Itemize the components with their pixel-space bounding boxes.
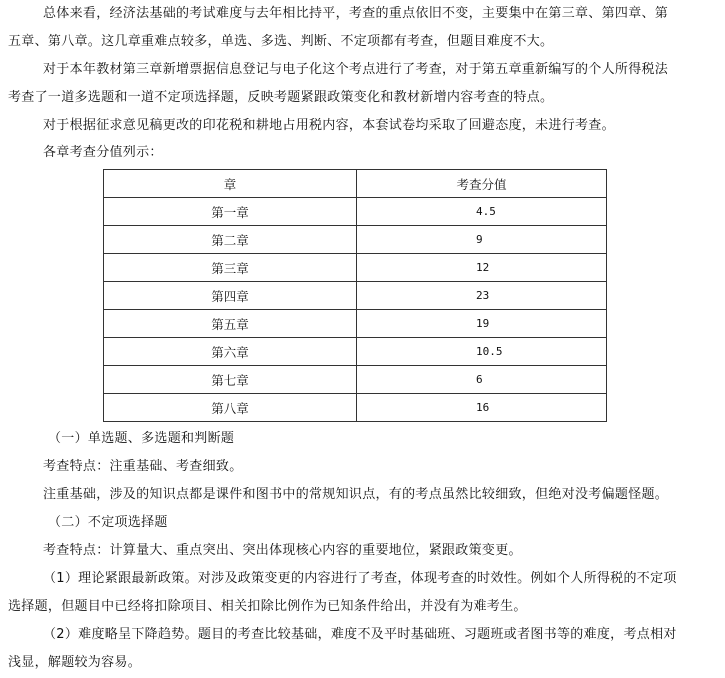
table-header-row — [104, 170, 607, 198]
score-cell: 9 — [357, 226, 607, 254]
table-row — [104, 310, 607, 338]
section2-item2-line-1: （2）难度略呈下降趋势。题目的考查比较基础，难度不及平时基础班、习题班或者图书等的难度，考点相对 — [43, 627, 677, 642]
score-list-intro: 各章考查分值列示： — [43, 145, 163, 160]
section-heading-choice-questions: （一）单选题、多选题和判断题 — [48, 431, 235, 446]
avoidance-paragraph: 对于根据征求意见稿更改的印花税和耕地占用税内容，本套试卷均采取了回避态度，未进行考查。 — [43, 118, 615, 133]
chapter-cell: 第二章 — [104, 226, 357, 254]
score-cell: 4.5 — [357, 198, 607, 226]
chapter-cell: 第四章 — [104, 282, 357, 310]
chapter-score-table — [103, 169, 607, 422]
section1-feature: 考查特点：注重基础、考查细致。 — [43, 459, 243, 474]
table-row — [104, 366, 607, 394]
section2-item2-line-2: 浅显，解题较为容易。 — [8, 655, 142, 670]
chapter-cell: 第六章 — [104, 338, 357, 366]
table-row — [104, 338, 607, 366]
column-header-score: 考查分值 — [357, 170, 607, 198]
score-cell: 16 — [357, 394, 607, 422]
score-cell: 19 — [357, 310, 607, 338]
section2-item1-line-1: （1）理论紧跟最新政策。对涉及政策变更的内容进行了考查，体现考查的时效性。例如个人所得税的不定项 — [43, 571, 677, 586]
chapter-cell: 第八章 — [104, 394, 357, 422]
score-cell: 23 — [357, 282, 607, 310]
table-row — [104, 254, 607, 282]
summary-paragraph-line-1: 总体来看，经济法基础的考试难度与去年相比持平，考查的重点依旧不变，主要集中在第三章、第四章、第 — [43, 6, 669, 21]
table-row — [104, 198, 607, 226]
section2-item1-line-2: 选择题，但题目中已经将扣除项目、相关扣除比例作为已知条件给出，并没有为难考生。 — [8, 599, 527, 614]
chapter-cell: 第五章 — [104, 310, 357, 338]
table-row — [104, 226, 607, 254]
section1-body: 注重基础，涉及的知识点都是课件和图书中的常规知识点，有的考点虽然比较细致，但绝对没考偏题怪题。 — [43, 487, 669, 502]
column-header-chapter: 章 — [104, 170, 357, 198]
chapter-cell: 第一章 — [104, 198, 357, 226]
new-content-paragraph-line-2: 考查了一道多选题和一道不定项选择题，反映考题紧跟政策变化和教材新增内容考查的特点。 — [8, 90, 554, 105]
new-content-paragraph-line-1: 对于本年教材第三章新增票据信息登记与电子化这个考点进行了考查，对于第五章重新编写的个人所得税法 — [43, 62, 669, 77]
chapter-cell: 第三章 — [104, 254, 357, 282]
section-heading-indefinite-choice: （二）不定项选择题 — [48, 515, 168, 530]
summary-paragraph-line-2: 五章、第八章。这几章重难点较多，单选、多选、判断、不定项都有考查，但题目难度不大。 — [8, 34, 554, 49]
score-cell: 6 — [357, 366, 607, 394]
score-cell: 10.5 — [357, 338, 607, 366]
table-row — [104, 282, 607, 310]
table-row — [104, 394, 607, 422]
section2-feature: 考查特点：计算量大、重点突出、突出体现核心内容的重要地位，紧跟政策变更。 — [43, 543, 522, 558]
chapter-cell: 第七章 — [104, 366, 357, 394]
score-cell: 12 — [357, 254, 607, 282]
